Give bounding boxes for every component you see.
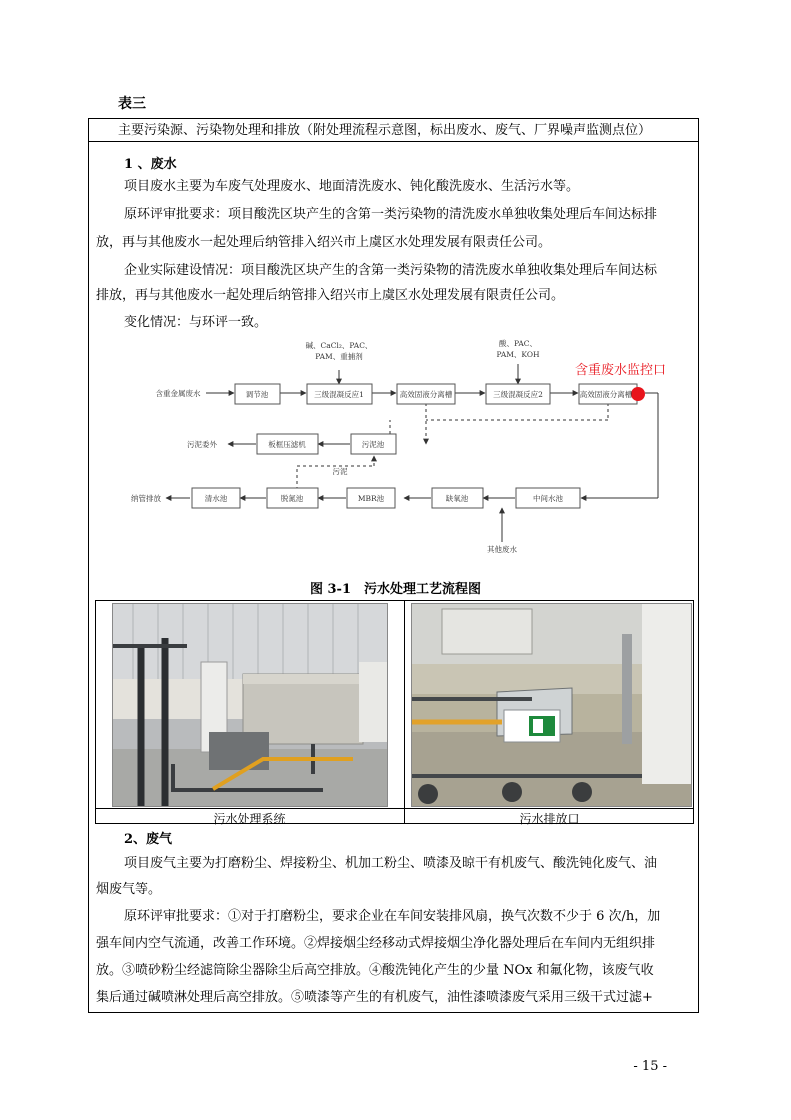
- process-flowchart: [100, 336, 680, 560]
- box-anoxic: 缺氧池: [445, 494, 469, 503]
- exhaust-requirement-line4: 集后通过碱喷淋处理后高空排放。⑤喷漆等产生的有机废气，油性漆喷漆废气采用三级干式过滤+: [96, 990, 653, 1005]
- exhaust-heading: 2、废气: [124, 832, 173, 847]
- box-sep1: 高效固液分离槽: [399, 390, 453, 399]
- exhaust-requirement-line3: 放。③喷砂粉尘经滤筒除尘器除尘后高空排放。④酸洗钝化产生的少量 NOx 和氟化物，该废气收: [96, 963, 654, 978]
- right-photo-caption: 污水排放口: [519, 812, 580, 826]
- page-number: - 15 -: [633, 1059, 667, 1074]
- box-clear: 清水池: [204, 494, 228, 503]
- exhaust-requirement-line1: 原环评审批要求：①对于打磨粉尘，要求企业在车间安装排风扇，换气次数不少于 6 次/h，加: [124, 909, 661, 924]
- wastewater-actual-line2: 排放，再与其他废水一起处理后纳管排入绍兴市上虞区水处理发展有限责任公司。: [96, 288, 565, 303]
- box-press: 板框压滤机: [268, 440, 306, 449]
- input-label: 含重金属废水: [155, 389, 201, 398]
- photos-divider-vertical: [404, 600, 405, 824]
- reagents1-line1: 碱、CaCl₂、PAC、: [305, 341, 373, 350]
- reagents2-line1: 酸、PAC、: [498, 339, 538, 348]
- reagents2-line2: PAM、KOH: [496, 350, 540, 359]
- exhaust-intro-line1: 项目废气主要为打磨粉尘、焊接粉尘、机加工粉尘、喷漆及晾干有机废气、酸洗钝化废气、油: [124, 856, 658, 871]
- exhaust-requirement-line2: 强车间内空气流通，改善工作环境。②焊接烟尘经移动式焊接烟尘净化器处理后在车间内无组织排: [96, 936, 656, 951]
- other-wastewater-label: 其他废水: [487, 545, 517, 554]
- left-photo-caption: 污水处理系统: [213, 812, 286, 826]
- monitor-point-icon: [631, 387, 645, 401]
- discharge-label: 纳管排放: [131, 494, 161, 503]
- box-adjust: 调节池: [245, 390, 269, 399]
- header-divider: [88, 141, 699, 142]
- reagents1-line2: PAM、重捕剂: [315, 352, 363, 361]
- wastewater-intro: 项目废水主要为车废气处理废水、地面清洗废水、钝化酸洗废水、生活污水等。: [124, 179, 580, 194]
- box-coag2: 三级混凝反应2: [493, 390, 543, 399]
- box-sep2: 高效固液分离槽: [579, 390, 633, 399]
- box-sludge: 污泥池: [361, 440, 385, 449]
- monitor-label: 含重废水监控口: [575, 363, 667, 378]
- box-denitro: 脱氮池: [280, 494, 304, 503]
- box-coag1: 三级混凝反应1: [314, 390, 364, 399]
- wastewater-heading: 1 、废水: [124, 157, 177, 172]
- box-mbr: MBR池: [357, 494, 385, 503]
- box-mid: 中间水池: [533, 494, 563, 503]
- table-label: 表三: [118, 96, 146, 112]
- discharge-outlet-photo: [411, 603, 692, 807]
- wastewater-requirement-line1: 原环评审批要求：项目酸洗区块产生的含第一类污染物的清洗废水单独收集处理后车间达标排: [124, 207, 658, 222]
- wastewater-actual-line1: 企业实际建设情况：项目酸洗区块产生的含第一类污染物的清洗废水单独收集处理后车间达标: [124, 263, 658, 278]
- wastewater-system-photo: [112, 603, 388, 807]
- sludge-out-label: 污泥委外: [187, 440, 217, 449]
- wastewater-requirement-line2: 放，再与其他废水一起处理后纳管排入绍兴市上虞区水处理发展有限责任公司。: [96, 235, 552, 250]
- photos-divider-horizontal: [95, 808, 694, 809]
- wastewater-change: 变化情况：与环评一致。: [124, 315, 268, 330]
- sludge-label: 污泥: [332, 467, 348, 476]
- figure-caption: 图 3-1 污水处理工艺流程图: [309, 582, 481, 597]
- exhaust-intro-line2: 烟废气等。: [96, 882, 162, 897]
- table-frame: [88, 118, 699, 1013]
- section-header: 主要污染源、污染物处理和排放（附处理流程示意图，标出废水、废气、厂界噪声监测点位）: [118, 123, 652, 138]
